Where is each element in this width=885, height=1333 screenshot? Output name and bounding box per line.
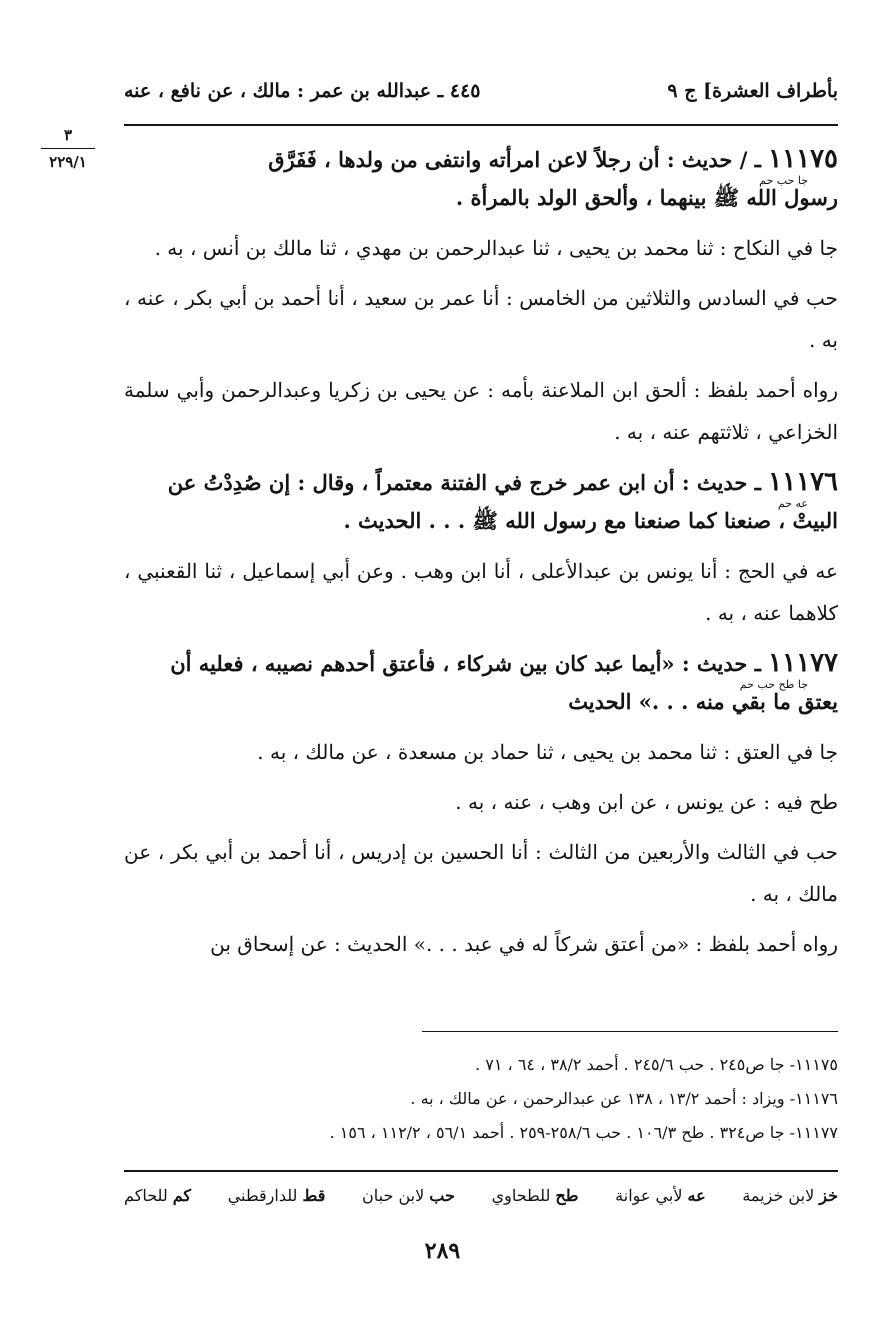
- footnote-line: ١١١٧٧- جا ص٣٢٤ . طح ١٠٦/٣ . حب ٢٥٨/٦-٢٥٩ . أحمد ٥٦/١ ، ١١٢/٢ ، ١٥٦ .: [329, 1123, 838, 1142]
- legend-item: [615, 1186, 706, 1205]
- hadith-sigla: عه حم: [777, 497, 808, 510]
- hadith-text-line: ـ حديث : أن ابن عمر خرج في الفتنة معتمراً ، وقال : إن صُدِدْتُ عن: [167, 470, 769, 495]
- hadith-sigla: جا حب حم: [759, 174, 808, 187]
- main-text: [124, 138, 838, 973]
- footnotes: [124, 1048, 838, 1150]
- legend-abbr: خز: [819, 1186, 838, 1205]
- hadith-number: ١١١٧٥: [768, 144, 838, 174]
- margin-reference-divider: [41, 148, 95, 149]
- legend-desc: للدارقطني: [227, 1186, 298, 1205]
- source-paragraph: جا في النكاح : ثنا محمد بن يحيى ، ثنا عبدالرحمن بن مهدي ، ثنا مالك بن أنس ، به .: [154, 236, 838, 260]
- margin-reference-bottom: ٢٢٩/١: [49, 153, 87, 171]
- legend-abbr: كم: [172, 1186, 192, 1205]
- source-paragraph: جا في العتق : ثنا محمد بن يحيى ، ثنا حماد بن مسعدة ، عن مالك ، به .: [257, 740, 838, 764]
- legend-abbr: حب: [429, 1186, 455, 1205]
- source-paragraph: حب في الثالث والأربعين من الثالث : أنا الحسين بن إدريس ، أنا أحمد بن أبي بكر ، عن مالك ، به .: [124, 840, 838, 906]
- source-paragraph: حب في السادس والثلاثين من الخامس : أنا عمر بن سعيد ، أنا أحمد بن أبي بكر ، عنه ، به .: [124, 286, 838, 352]
- hadith-text-line: رسول الله ﷺ بينهما ، وألحق الولد بالمرأة .: [455, 185, 838, 210]
- hadith-text-line: يعتق ما بقي منه . . .» الحديث: [568, 689, 838, 714]
- running-header: [124, 74, 838, 110]
- header-rule: [124, 124, 838, 126]
- legend-item: [228, 1186, 326, 1205]
- hadith-number: ١١١٧٧: [768, 648, 838, 678]
- legend-rule: [124, 1170, 838, 1172]
- margin-reference: [38, 126, 98, 171]
- legend-desc: لأبي عوانة: [615, 1186, 683, 1205]
- page-number: ٢٨٩: [424, 1238, 461, 1264]
- hadith-entry: [124, 461, 838, 542]
- hadith-text-line: البيتْ ، صنعنا كما صنعنا مع رسول الله ﷺ . . . الحديث .: [343, 508, 838, 533]
- hadith-entry: [124, 138, 838, 219]
- legend-item: [124, 1186, 191, 1205]
- footnote-rule: [422, 1031, 838, 1032]
- hadith-number: ١١١٧٦: [768, 467, 838, 497]
- source-paragraph: رواه أحمد بلفظ : ألحق ابن الملاعنة بأمه : عن يحيى بن زكريا وعبدالرحمن وأبي سلمة الخزاعي ، ثلاثتهم عنه ، به .: [124, 378, 838, 444]
- hadith-text-line: ـ / حديث : أن رجلاً لاعن امرأته وانتفى من ولدها ، فَفَرَّق: [268, 147, 769, 172]
- source-paragraph: رواه أحمد بلفظ : «من أعتق شركاً له في عبد . . .» الحديث : عن إسحاق بن: [210, 932, 838, 956]
- legend-abbr: طح: [555, 1186, 579, 1205]
- abbreviation-legend: [124, 1186, 838, 1205]
- header-chapter-title: ٤٤٥ ـ عبدالله بن عمر : مالك ، عن نافع ، عنه: [124, 80, 481, 102]
- legend-desc: لابن خزيمة: [742, 1186, 815, 1205]
- hadith-entry: [124, 642, 838, 723]
- legend-item: [742, 1186, 838, 1205]
- source-paragraph: طح فيه : عن يونس ، عن ابن وهب ، عنه ، به .: [455, 790, 838, 814]
- legend-desc: للحاكم: [124, 1186, 168, 1205]
- hadith-sigla: جا طح حب حم: [739, 678, 808, 691]
- legend-abbr: قط: [302, 1186, 326, 1205]
- legend-item: [362, 1186, 455, 1205]
- header-book-title: بأطراف العشرة] ج ٩: [667, 80, 838, 102]
- legend-abbr: عه: [687, 1186, 706, 1205]
- footnote-line: ١١١٧٥- جا ص٢٤٥ . حب ٢٤٥/٦ . أحمد ٣٨/٢ ، ٦٤ ، ٧١ .: [475, 1055, 838, 1074]
- legend-desc: للطحاوي: [491, 1186, 551, 1205]
- source-paragraph: عه في الحج : أنا يونس بن عبدالأعلى ، أنا ابن وهب . وعن أبي إسماعيل ، ثنا القعنبي ، كلاهما عنه ، به .: [124, 559, 838, 625]
- legend-desc: لابن حبان: [362, 1186, 425, 1205]
- footnote-line: ١١١٧٦- ويزاد : أحمد ١٣/٢ ، ١٣٨ عن عبدالرحمن ، عن مالك ، به .: [410, 1089, 838, 1108]
- hadith-text-line: ـ حديث : «أيما عبد كان بين شركاء ، فأعتق أحدهم نصيبه ، فعليه أن: [170, 651, 769, 676]
- legend-item: [492, 1186, 579, 1205]
- margin-reference-top: ٣: [63, 126, 73, 144]
